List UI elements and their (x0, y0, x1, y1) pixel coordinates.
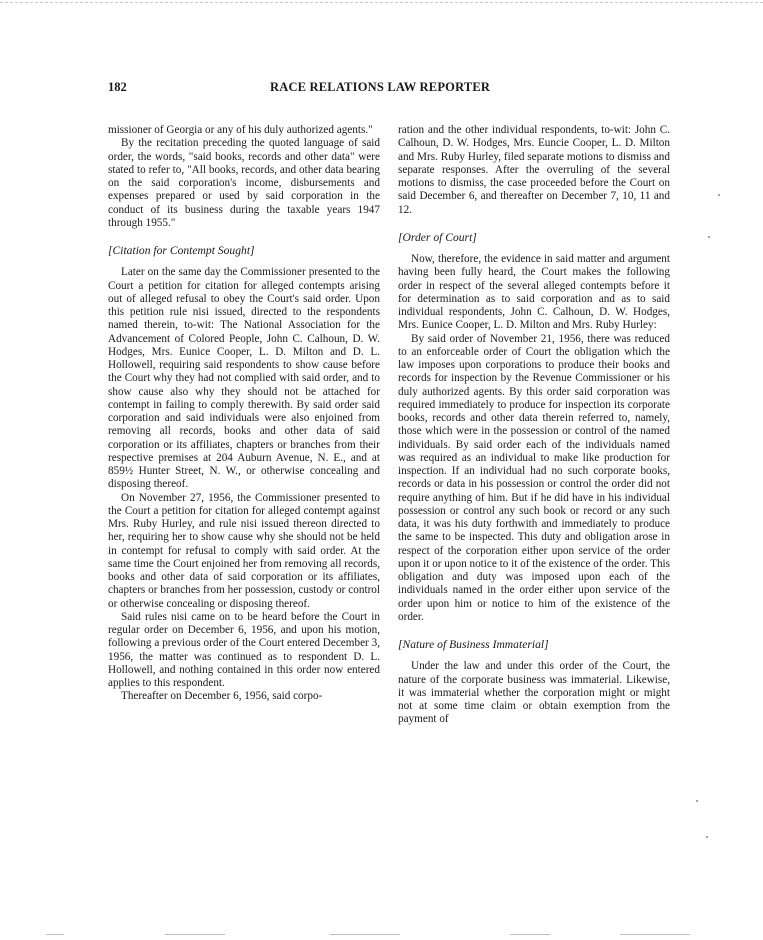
right-column (398, 124, 670, 727)
paragraph: ration and the other individual respondents, to-wit: John C. Calhoun, D. W. Hodges, Mrs. Euncie Cooper, L. D. Milton and Mrs. Ruby Hurley, filed separate motions to dismiss and separate responses. After the overruling of the several motions to dismiss, the case proceeded before the Court on said December 6, and thereafter on December 7, 10, 11 and 12. (398, 124, 670, 216)
paragraph: Now, therefore, the evidence in said matter and argument having been fully heard, the Court makes the following order in respect of the several alleged contempts before it for determination as to said corporation and as to said individual respondents, John C. Calhoun, D. W. Hodges, Mrs. Eunice Cooper, L. D. Milton and Mrs. Ruby Hurley: (398, 253, 670, 332)
scan-speck (706, 836, 708, 838)
left-column (108, 124, 380, 704)
section-heading: [Order of Court] (398, 230, 477, 244)
scan-speck (718, 194, 720, 196)
paragraph: Under the law and under this order of the Court, the nature of the corporate business was immaterial. Likewise, it was immaterial whether the corporation might or might not at some time claim or obtain exemption from the payment of (398, 660, 670, 726)
paragraph: By said order of November 21, 1956, there was reduced to an enforceable order of Court the obligation which the law imposes upon corporations to produce their books and records for inspection by the Revenue Commissioner or his duly authorized agents. By this order said corporation was required immediately to produce for inspection its corporate books, records and other data therein referred to, namely, those which were in the possession or control of the named individuals. By said order each of the individuals named was required as an individual to make like production for inspection. If an individual had no such corporate books, records or data in his possession or control the order did not require anything of him. But if he did have in his individual possession or control any such book or record or any such data, it was his duty forthwith and immediately to produce the same to be inspected. This duty and obligation arose in respect of the corporation either upon service of the order upon it or upon notice to it of the existence of the order. This obligation and duty was imposed upon each of the individuals named in the order either upon service of the order upon him or notice to him of the existence of the order. (398, 332, 670, 623)
section-heading: [Nature of Business Immaterial] (398, 638, 549, 651)
page-header (108, 80, 670, 94)
paragraph: missioner of Georgia or any of his duly authorized agents." (108, 124, 373, 136)
page-number: 182 (108, 80, 127, 94)
paragraph: By the recitation preceding the quoted language of said order, the words, "said books, records and other data" were stated to refer to, "All books, records, and other data bearing on the said corporation's income, disbursements and expenses prepared or used by said corporation in the conduct of its business during the taxable years 1947 through 1955." (108, 137, 380, 229)
paragraph: Said rules nisi came on to be heard before the Court in regular order on December 6, 1956, and upon his motion, following a previous order of the Court entered December 3, 1956, the matter was continued as to respondent D. L. Hollowell, and nothing contained in this order now entered applies to this respondent. (108, 610, 380, 689)
bottom-scan-marks (0, 932, 763, 938)
scan-speck (708, 236, 710, 238)
top-dashed-border (0, 2, 763, 3)
paragraph: On November 27, 1956, the Commissioner presented to the Court a petition for citation for alleged contempt against Mrs. Ruby Hurley, and rule nisi issued thereon directed to her, requiring her to show cause why she should not be held in contempt for refusal to comply with said order. At the same time the Court enjoined her from removing all records, books and other data of said corporation or its affiliates, chapters or branches from her possession, custody or control or otherwise concealing or disposing thereof. (108, 491, 380, 610)
scan-speck (696, 800, 698, 802)
running-title: RACE RELATIONS LAW REPORTER (270, 80, 491, 94)
paragraph: Thereafter on December 6, 1956, said corpo- (121, 690, 323, 703)
paragraph: Later on the same day the Commissioner presented to the Court a petition for citation for alleged contempts arising out of alleged refusal to obey the Court's said order. Upon this petition rule nisi issued, directed to the respondents named therein, to-wit: The National Association for the Advancement of Colored People, John C. Calhoun, D. W. Hodges, Mrs. Eunice Cooper, L. D. Milton and D. L. Hollowell, requiring said respondents to show cause before the Court why they had not complied with said order, and to show cause also why they should not be attached for contempt in failing to comply therewith. By said order said corporation and said individuals were also enjoined from removing all records, books and other data of said corporation or its affiliates, chapters or branches from their respective premises at 204 Auburn Avenue, N. E., and at 859½ Hunter Street, N. W., or otherwise concealing and disposing thereof. (108, 266, 380, 491)
section-heading: [Citation for Contempt Sought] (108, 244, 255, 257)
